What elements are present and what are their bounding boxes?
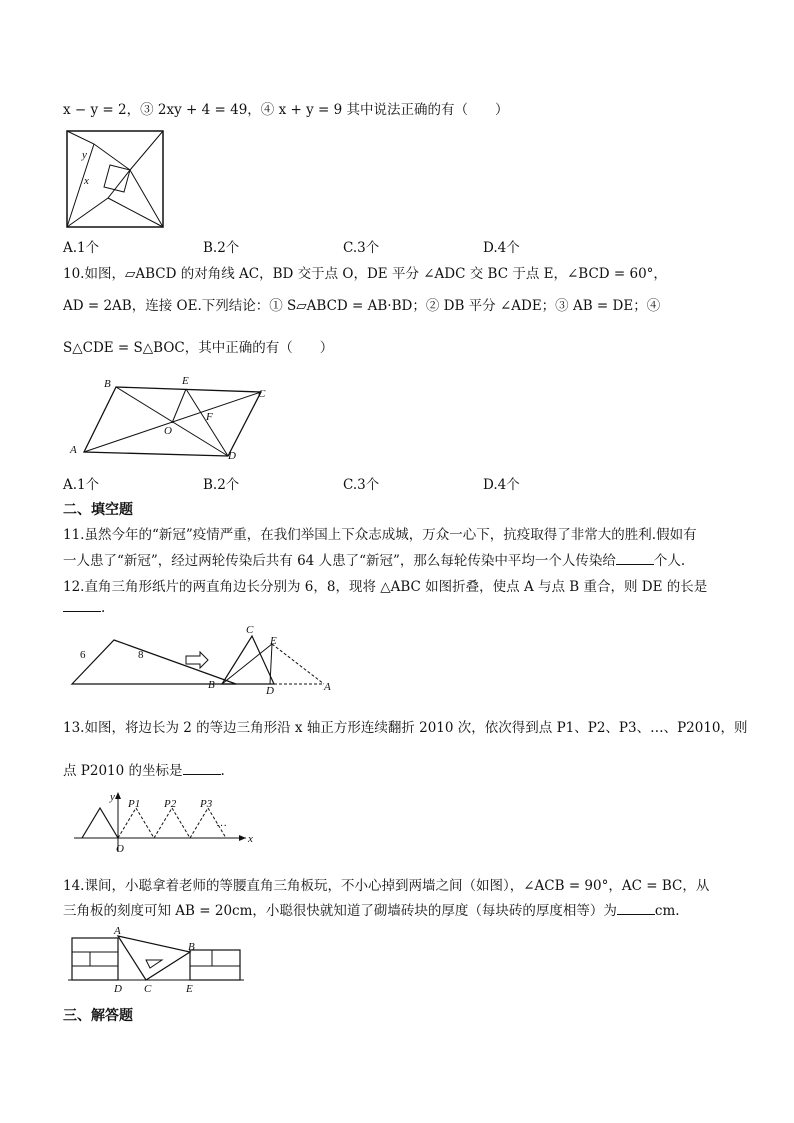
- q10-option-b: B.2个: [203, 477, 240, 493]
- q9-option-d: D.4个: [483, 240, 520, 256]
- q10-option-a: A.1个: [63, 477, 100, 493]
- q12-answer-blank: [63, 599, 101, 612]
- q13-label-y: y: [110, 791, 115, 803]
- q9-square-figure: [66, 130, 164, 228]
- q13-line2-text: 点 P2010 的坐标是: [63, 763, 183, 779]
- q12-label-d: D: [266, 685, 274, 697]
- q14-label-b: B: [188, 941, 195, 953]
- q13-label-ellipsis: …: [216, 817, 227, 829]
- q13-triangle-figure: [66, 790, 266, 856]
- q13-line1: 13.如图，将边长为 2 的等边三角形沿 x 轴正方形连续翻折 2010 次，依次得到点 P1、P2、P3、…、P2010，则: [63, 720, 748, 736]
- q11-line2: [63, 549, 685, 569]
- q14-wall-figure: [66, 926, 246, 996]
- q10-label-f: F: [206, 411, 213, 423]
- q10-label-a: A: [70, 444, 77, 456]
- hollow-arrow-icon: [186, 652, 208, 668]
- q10-label-b: B: [104, 378, 111, 390]
- q14-line2-end: cm.: [654, 903, 680, 919]
- q10-option-c: C.3个: [343, 477, 380, 493]
- q10-line2: AD = 2AB，连接 OE.下列结论：① S▱ABCD = AB·BD；② DB 平分 ∠ADE；③ AB = DE；④: [63, 298, 661, 314]
- q12-fold-figure: [66, 624, 346, 696]
- q12-label-6: 6: [80, 649, 86, 661]
- q10-label-c: C: [258, 388, 266, 400]
- section-heading-solve: 三、解答题: [63, 1008, 133, 1024]
- q9-option-b: B.2个: [203, 240, 240, 256]
- q12-label-c: C: [246, 624, 254, 636]
- q13-line2: 点 P2010 的坐标是 .: [63, 763, 225, 779]
- q14-label-d: D: [114, 983, 122, 995]
- q13-label-p2: P2: [164, 798, 177, 810]
- q12-label-8: 8: [138, 649, 144, 661]
- q14-label-c: C: [144, 983, 152, 995]
- q10-parallelogram-figure: [66, 377, 276, 462]
- q13-label-o: O: [116, 843, 124, 855]
- q10-line3: S△CDE = S△BOC，其中正确的有（ ）: [63, 340, 334, 356]
- q12-label-b: B: [208, 679, 215, 691]
- q12-line2: .: [63, 599, 105, 616]
- q13-label-p1: P1: [128, 798, 141, 810]
- q10-label-d: D: [228, 450, 236, 462]
- q11-line2-end: 个人.: [653, 553, 686, 569]
- q9-option-c: C.3个: [343, 240, 380, 256]
- q14-line2-text: 三角板的刻度可知 AB = 20cm，小聪很快就知道了砌墙砖块的厚度（每块砖的厚度相等）为: [63, 903, 617, 919]
- q9-label-x: x: [84, 175, 89, 187]
- q10-line1: 10.如图，▱ABCD 的对角线 AC，BD 交于点 O，DE 平分 ∠ADC 交 BC 于点 E，∠BCD = 60°，: [63, 266, 667, 282]
- q13-label-x: x: [248, 833, 253, 845]
- q12-label-a: A: [324, 681, 331, 693]
- q12-label-e: E: [270, 635, 277, 647]
- q9-label-y: y: [82, 149, 87, 161]
- q14-label-e: E: [186, 983, 193, 995]
- q11-line2-text: 一人患了“新冠”，经过两轮传染后共有 64 人患了“新冠”，那么每轮传染中平均一个人传染给: [63, 553, 616, 569]
- q14-line2: [63, 899, 680, 919]
- q10-label-e: E: [182, 375, 189, 387]
- q13-answer-blank: [183, 762, 221, 775]
- q13-label-p3: P3: [200, 798, 213, 810]
- section-heading-fill-in: 二、填空题: [63, 502, 133, 518]
- q10-option-d: D.4个: [483, 477, 520, 493]
- q14-label-a: A: [114, 925, 121, 937]
- q9-line1: x − y = 2，③ 2xy + 4 = 49，④ x + y = 9 其中说法正确的有（ ）: [63, 102, 509, 118]
- q11-line1: 11.虽然今年的“新冠”疫情严重，在我们举国上下众志成城，万众一心下，抗疫取得了非常大的胜利.假如有: [63, 527, 697, 543]
- q9-option-a: A.1个: [63, 240, 100, 256]
- q12-line1: 12.直角三角形纸片的两直角边长分别为 6，8，现将 △ABC 如图折叠，使点 A 与点 B 重合，则 DE 的长是: [63, 579, 708, 595]
- q14-answer-blank: [617, 902, 655, 915]
- q10-label-o: O: [164, 425, 172, 437]
- q11-answer-blank: [616, 552, 654, 565]
- q14-line1: 14.课间，小聪拿着老师的等腰直角三角板玩，不小心掉到两墙之间（如图），∠ACB = 90°，AC = BC，从: [63, 878, 710, 894]
